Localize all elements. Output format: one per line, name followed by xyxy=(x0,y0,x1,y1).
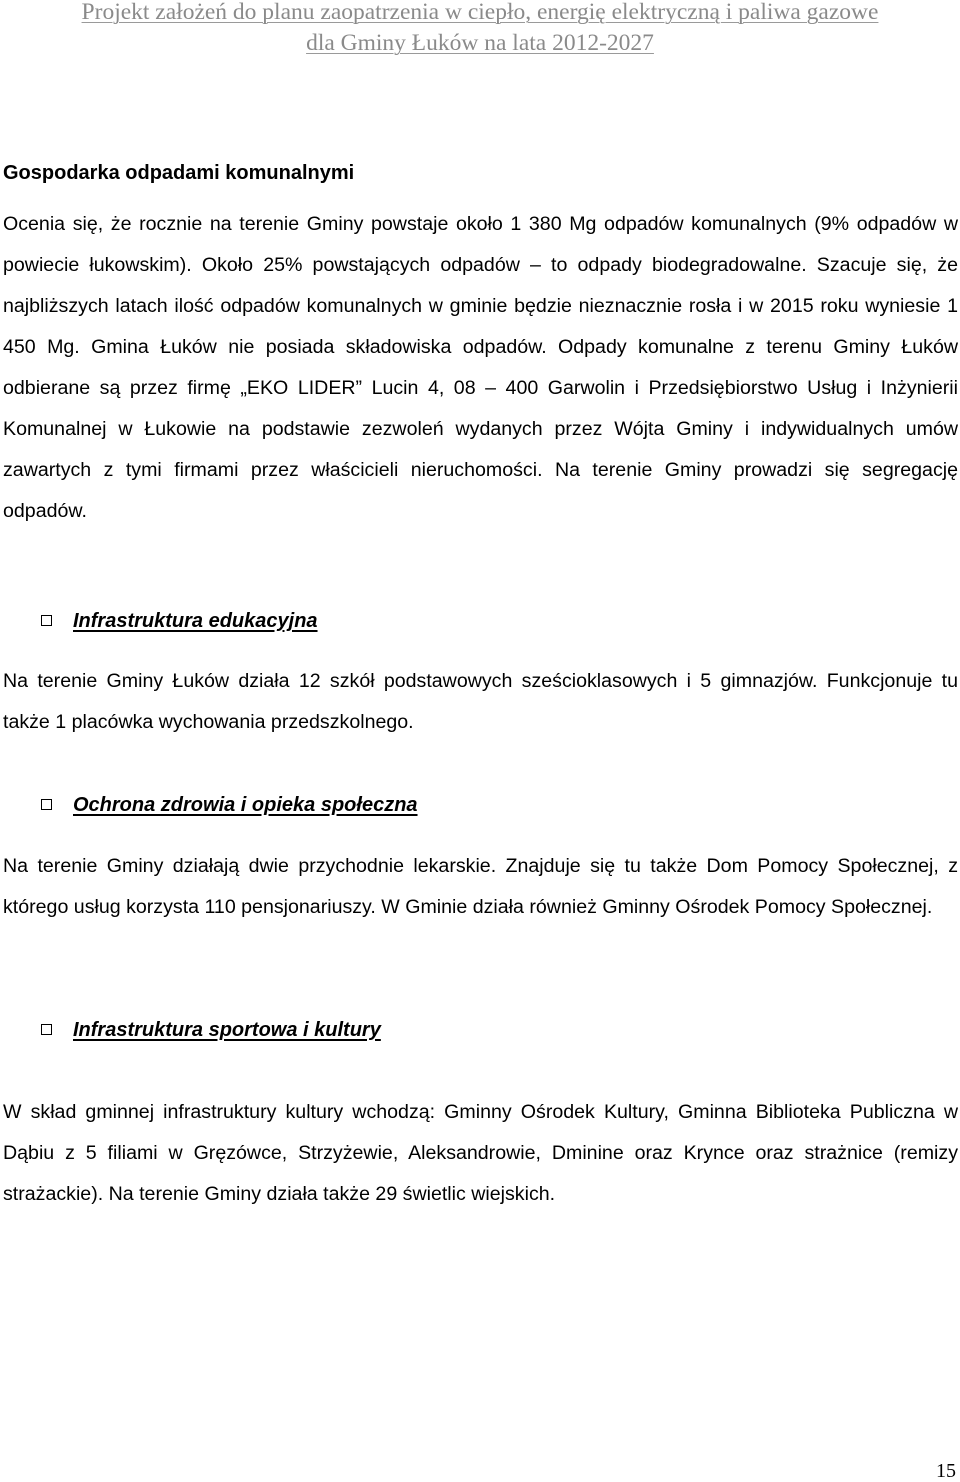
education-heading xyxy=(0,607,960,637)
header-title-line-1: Projekt założeń do planu zaopatrzenia w ciepło, energię elektryczną i paliwa gazowe xyxy=(81,0,879,25)
culture-paragraph: W skład gminnej infrastruktury kultury wchodzą: Gminny Ośrodek Kultury, Gminna Biblioteka Publiczna w Dąbiu z 5 filiami w Gręzówce, Strzyżewie, Aleksandrowie, Dminine oraz Krynce oraz strażnice (remizy strażackie). Na terenie Gminy działa także 29 świetlic wiejskich. xyxy=(3,1101,958,1205)
education-paragraph: Na terenie Gminy Łuków działa 12 szkół podstawowych sześcioklasowych i 5 gimnazjów. Funkcjonuje tu także 1 placówka wychowania przedszkolnego. xyxy=(3,670,958,733)
education-heading-label: Infrastruktura edukacyjna xyxy=(73,610,318,632)
checkbox-bullet-icon xyxy=(41,799,52,810)
health-paragraph: Na terenie Gminy działają dwie przychodnie lekarskie. Znajduje się tu także Dom Pomocy Społecznej, z którego usług korzysta 110 pensjonariuszy. W Gminie działa również Gminny Ośrodek Pomocy Społecznej. xyxy=(3,855,958,918)
waste-paragraph: Ocenia się, że rocznie na terenie Gminy powstaje około 1 380 Mg odpadów komunalnych (9% odpadów w powiecie łukowskim). Około 25% powstających odpadów – to odpady biodegradowalne. Szacuje się, że najbliższych latach ilość odpadów komunalnych w gminie będzie nieznacznie rosła i w 2015 roku wyniesie 1 450 Mg. Gmina Łuków nie posiada składowiska odpadów. Odpady komunalne z terenu Gminy Łuków odbierane są przez firmę „EKO LIDER” Lucin 4, 08 – 400 Garwolin i Przedsiębiorstwo Usług i Inżynierii Komunalnej w Łukowie na podstawie zezwoleń wydanych przez Wójta Gminy i indywidualnych umów zawartych z tymi firmami przez właścicieli nieruchomości. Na terenie Gminy prowadzi się segregację odpadów. xyxy=(3,213,958,522)
culture-heading xyxy=(0,1016,960,1046)
checkbox-bullet-icon xyxy=(41,1024,52,1035)
health-heading xyxy=(0,791,960,821)
culture-heading-label: Infrastruktura sportowa i kultury xyxy=(73,1019,381,1041)
health-heading-label: Ochrona zdrowia i opieka społeczna xyxy=(73,794,418,816)
page-number: 15 xyxy=(936,1460,956,1482)
waste-section-title: Gospodarka odpadami komunalnymi xyxy=(3,162,355,184)
header-title-line-2: dla Gminy Łuków na lata 2012-2027 xyxy=(306,30,654,56)
checkbox-bullet-icon xyxy=(41,615,52,626)
